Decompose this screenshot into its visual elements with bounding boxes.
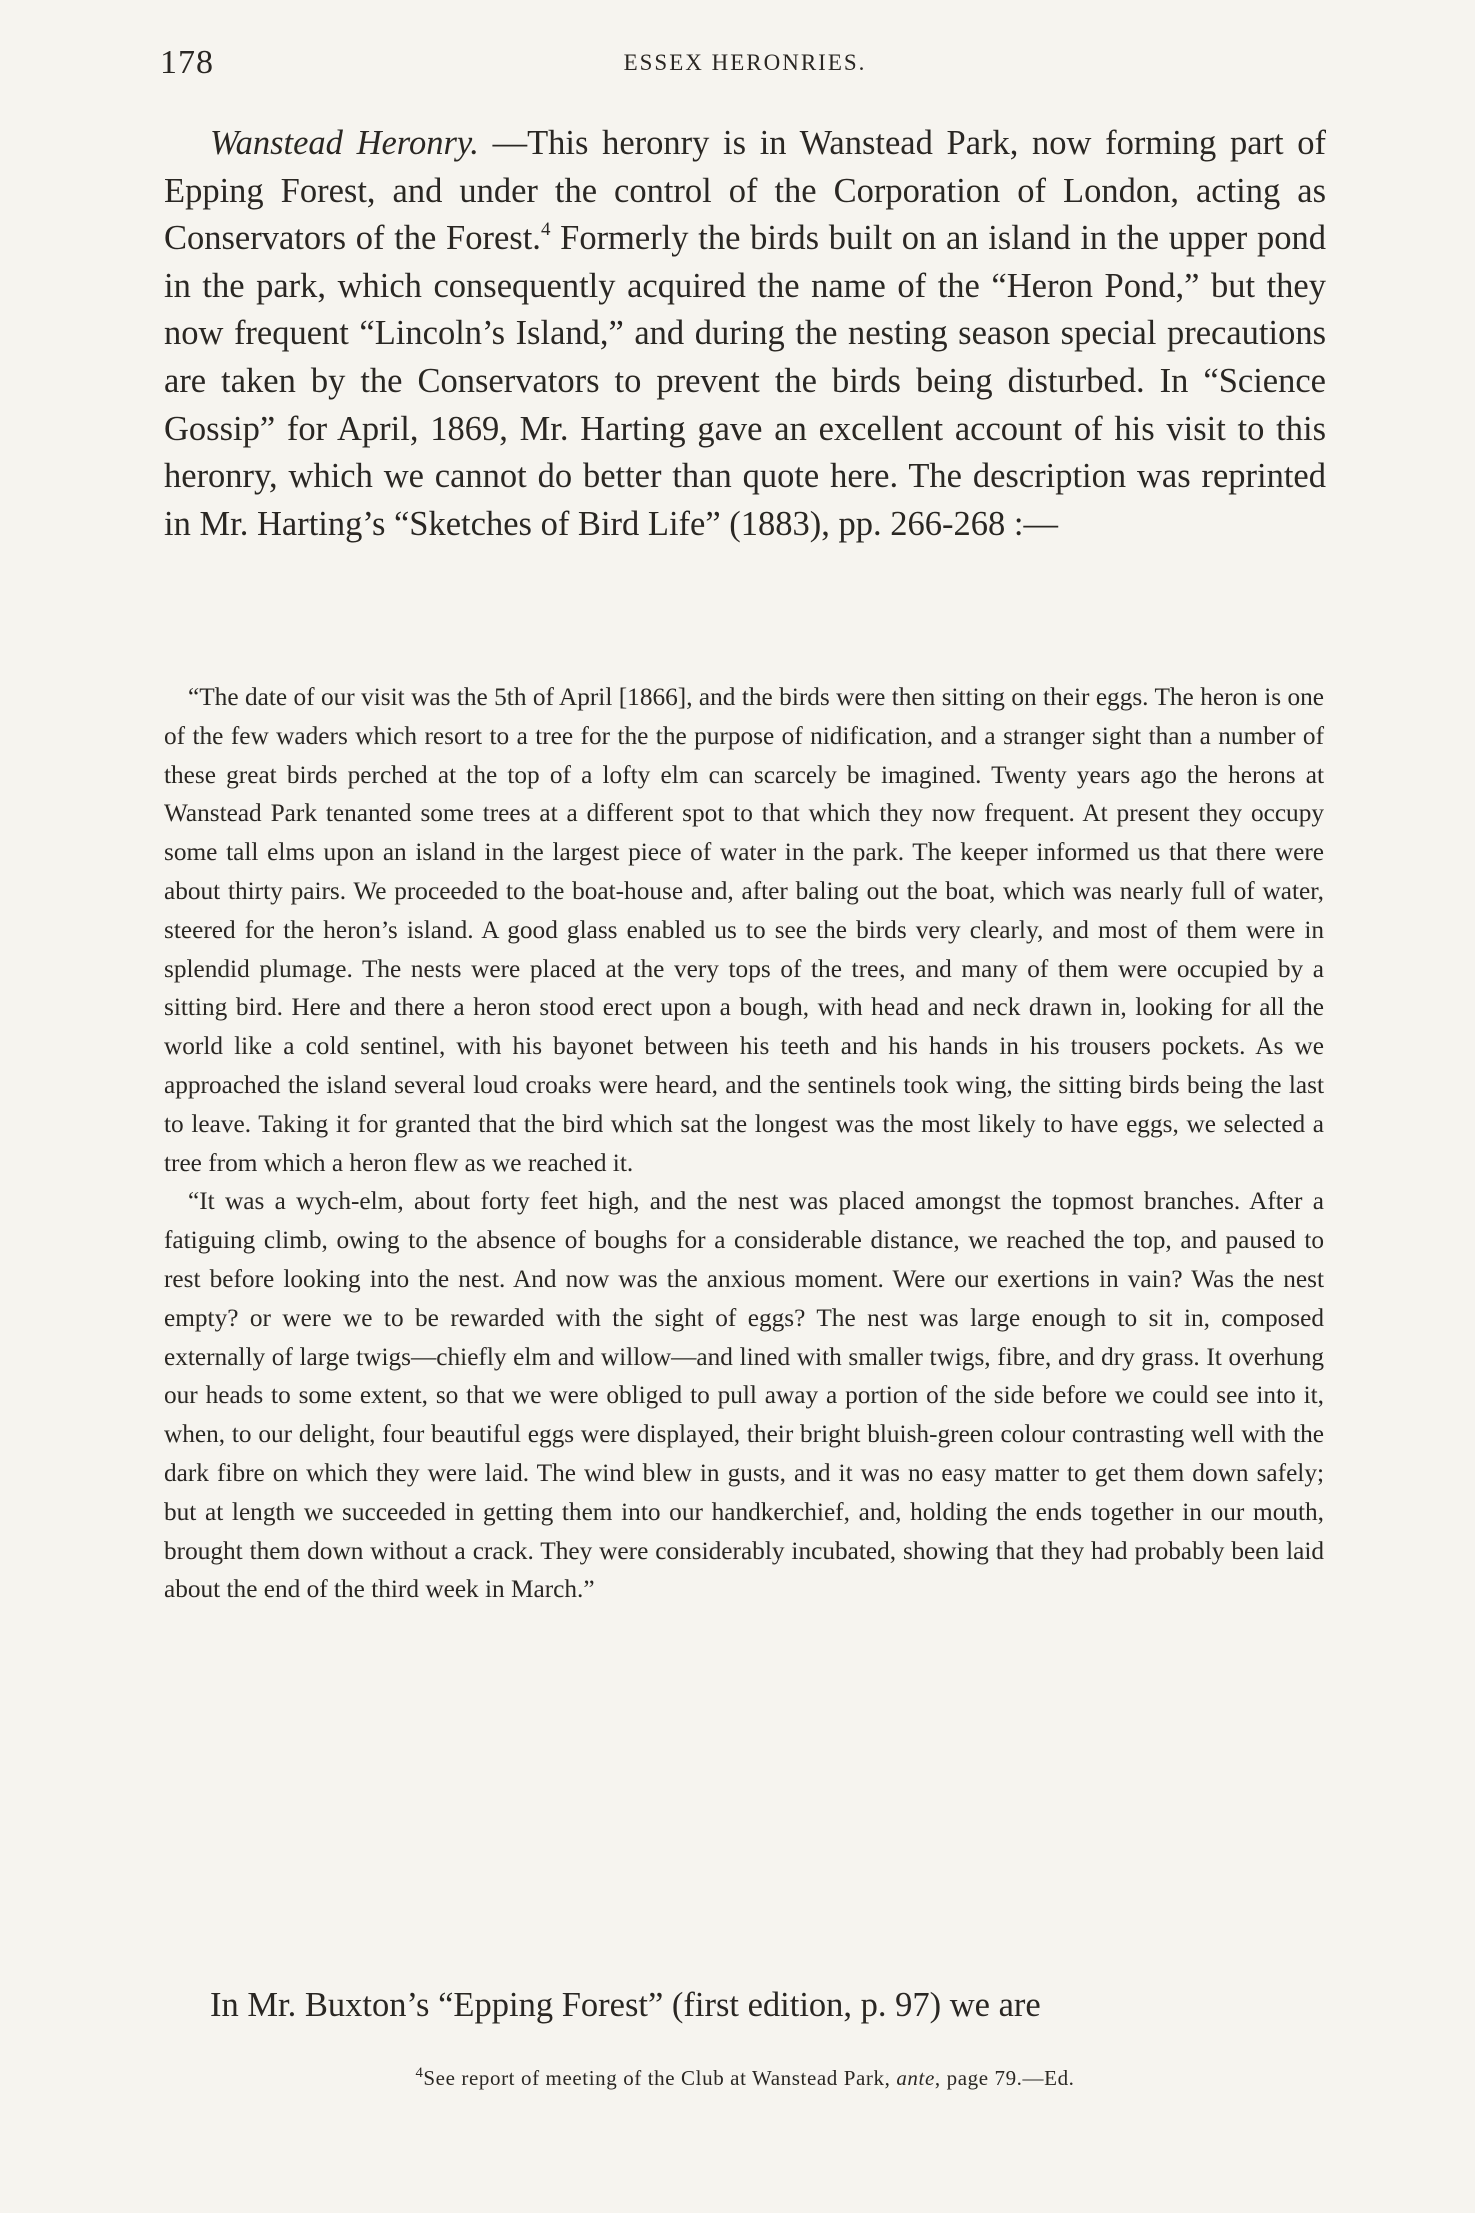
quotation-paragraph-1: “The date of our visit was the 5th of April [1866], and the birds were then sitting on their eggs. The heron is one of the few waders which resort to a tree for the the purpose of nidification, and a stranger sight than a number of these great birds perched at the top of a lofty elm can scarcely be imagined. Twenty years ago the herons at Wanstead Park tenanted some trees at a different spot to that which they now frequent. At present they occupy some tall elms upon an island in the largest piece of water in the park. The keeper informed us that there were about thirty pairs. We proceeded to the boat-house and, after baling out the boat, which was nearly full of water, steered for the heron’s island. A good glass enabled us to see the birds very clearly, and most of them were in splendid plumage. The nests were placed at the very tops of the trees, and many of them were occupied by a sitting bird. Here and there a heron stood erect upon a bough, with head and neck drawn in, looking for all the world like a cold sentinel, with his bayonet between his teeth and his hands in his trousers pockets. As we approached the island several loud croaks were heard, and the sentinels took wing, the sitting birds being the last to leave. Taking it for granted that the bird which sat the longest was the most likely to have eggs, we selected a tree from which a heron flew as we reached it. xyxy=(164,683,1324,1177)
section-heading: Wanstead Heronry. xyxy=(210,124,479,162)
quotation-block xyxy=(164,678,1324,1609)
footnote-text: See report of meeting of the Club at Wanstead Park, xyxy=(423,2066,897,2090)
footnote-editor: Ed. xyxy=(1044,2066,1075,2090)
footnote-marker: 4 xyxy=(415,2064,424,2081)
main-paragraph xyxy=(164,120,1326,548)
footnote-reference: 4 xyxy=(540,218,551,240)
running-head xyxy=(160,44,1330,84)
main-text-part1: —This heronry is in Wanstead Park, now forming part of Epping Forest, and under the control of the Corporation of London, acting as Conservators of the Forest. xyxy=(164,124,1326,258)
quotation-paragraph-2: “It was a wych-elm, about forty feet high, and the nest was placed amongst the topmost branches. After a fatiguing climb, owing to the absence of boughs for a considerable distance, we reached the top, and paused to rest before looking into the nest. And now was the anxious moment. Were our exertions in vain? Was the nest empty? or were we to be rewarded with the sight of eggs? The nest was large enough to sit in, composed externally of large twigs—chiefly elm and willow—and lined with smaller twigs, fibre, and dry grass. It overhung our heads to some extent, so that we were obliged to pull away a portion of the side before we could see into it, when, to our delight, four beautiful eggs were displayed, their bright bluish-green colour contrasting well with the dark fibre on which they were laid. The wind blew in gusts, and it was no easy matter to get them down safely; but at length we succeeded in getting them into our handkerchief, and, holding the ends together in our mouth, brought them down without a crack. They were considerably incubated, showing that they had probably been laid about the end of the third week in March.” xyxy=(164,1187,1324,1604)
running-title: ESSEX HERONRIES. xyxy=(623,50,867,75)
footnote xyxy=(164,2066,1326,2091)
closing-paragraph: In Mr. Buxton’s “Epping Forest” (first edition, p. 97) we are xyxy=(210,1986,1041,2024)
main-text-part2: Formerly the birds built on an island in the upper pond in the park, which consequently acquired the name of the “Heron Pond,” but they now frequent “Lincoln’s Island,” and during the nesting season special precautions are taken by the Conservators to prevent the birds being disturbed. In “Science Gossip” for April, 1869, Mr. Harting gave an excellent account of his visit to this heronry, which we cannot do better than quote here. The description was reprinted in Mr. Harting’s “Sketches of Bird Life” (1883), pp. 266-268 :— xyxy=(164,219,1326,543)
footnote-ante: ante xyxy=(896,2066,935,2090)
footnote-text-after: , page 79.— xyxy=(934,2066,1045,2090)
page-number: 178 xyxy=(160,44,214,81)
